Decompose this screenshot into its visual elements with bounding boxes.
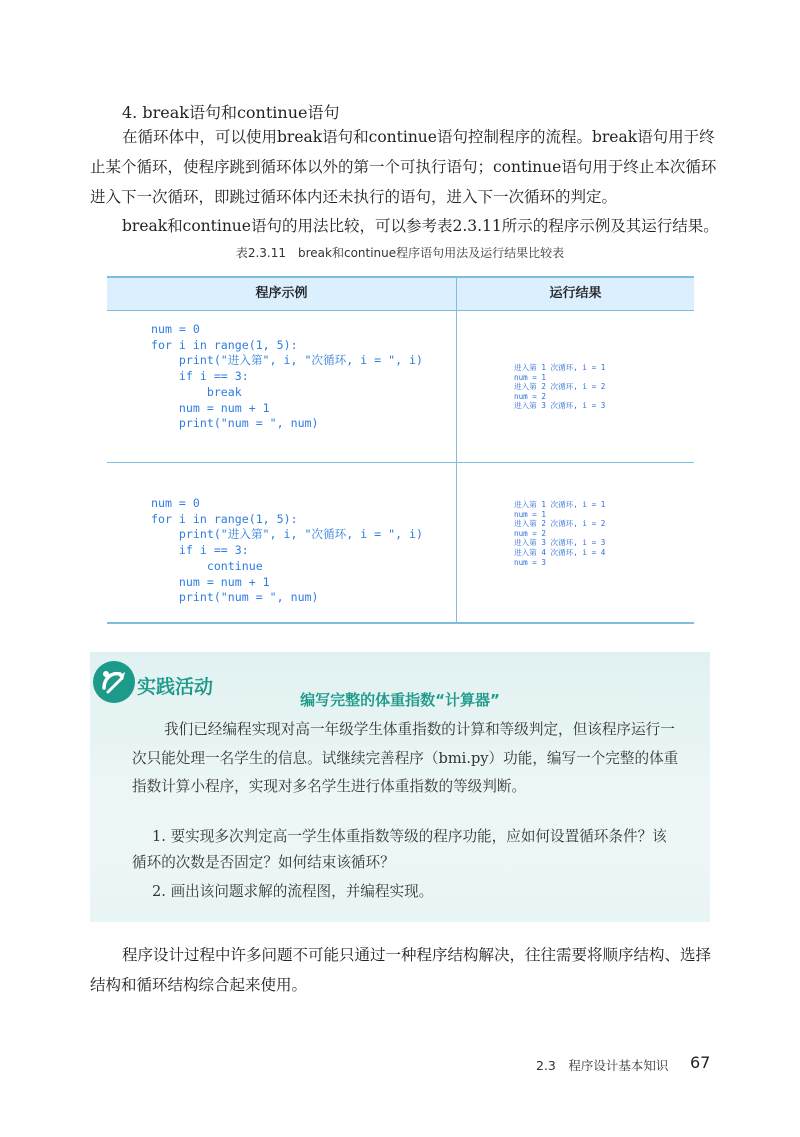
table-header: [107, 276, 694, 311]
comparison-table: [107, 276, 694, 624]
closing-paragraph: 程序设计过程中许多问题不可能只通过一种程序结构解决，往往需要将顺序结构、选择结构和循环结构综合起来使用。: [90, 946, 712, 994]
footer-section-label: 2.3 程序设计基本知识: [536, 1058, 669, 1073]
paragraph-intro: 在循环体中，可以使用break语句和continue语句控制程序的流程。break语句用于终止某个循环，使程序跳到循环体以外的第一个可执行语句；continue语句用于终止本次循环进入下一次循环，即跳过循环体内还未执行的语句，进入下一次循环的判定。: [90, 128, 717, 206]
row-divider: [107, 462, 694, 463]
table-bottom-rule: [107, 622, 694, 624]
code-continue-example: num = 0 for i in range(1, 5): print("进入第", i, "次循环, i = ", i) if i == 3: continue num = num + 1 print("num = ", num): [151, 496, 423, 605]
section-heading: 4. break语句和continue语句: [122, 103, 340, 122]
table-caption: 表2.3.11 break和continue程序语句用法及运行结果比较表: [235, 246, 565, 260]
column-divider: [456, 276, 457, 624]
header-result: 运行结果: [549, 286, 602, 301]
activity-subtitle: 编写完整的体重指数“计算器”: [300, 691, 500, 709]
activity-question-1: 1. 要实现多次判定高一学生体重指数等级的程序功能，应如何设置循环条件？该循环的次数是否固定？如何结束该循环？: [132, 828, 667, 871]
paragraph-reference: break和continue语句的用法比较，可以参考表2.3.11所示的程序示例及其运行结果。: [122, 217, 719, 235]
activity-label: 实践活动: [137, 676, 214, 698]
output-continue-example: 进入第 1 次循环, i = 1 num = 1 进入第 2 次循环, i = 2 num = 2 进入第 3 次循环, i = 3 进入第 4 次循环, i = 4 num = 3: [514, 500, 606, 567]
activity-question-2: 2. 画出该问题求解的流程图，并编程实现。: [152, 883, 434, 900]
output-break-example: 进入第 1 次循环, i = 1 num = 1 进入第 2 次循环, i = 2 num = 2 进入第 3 次循环, i = 3: [514, 363, 606, 411]
header-code: 程序示例: [255, 286, 308, 301]
page-number: 67: [690, 1053, 711, 1072]
code-break-example: num = 0 for i in range(1, 5): print("进入第", i, "次循环, i = ", i) if i == 3: break num = num + 1 print("num = ", num): [151, 322, 423, 431]
activity-body: 我们已经编程实现对高一年级学生体重指数的计算和等级判定，但该程序运行一次只能处理一名学生的信息。试继续完善程序（bmi.py）功能，编写一个完整的体重指数计算小程序，实现对多名学生进行体重指数的等级判断。: [132, 721, 679, 795]
